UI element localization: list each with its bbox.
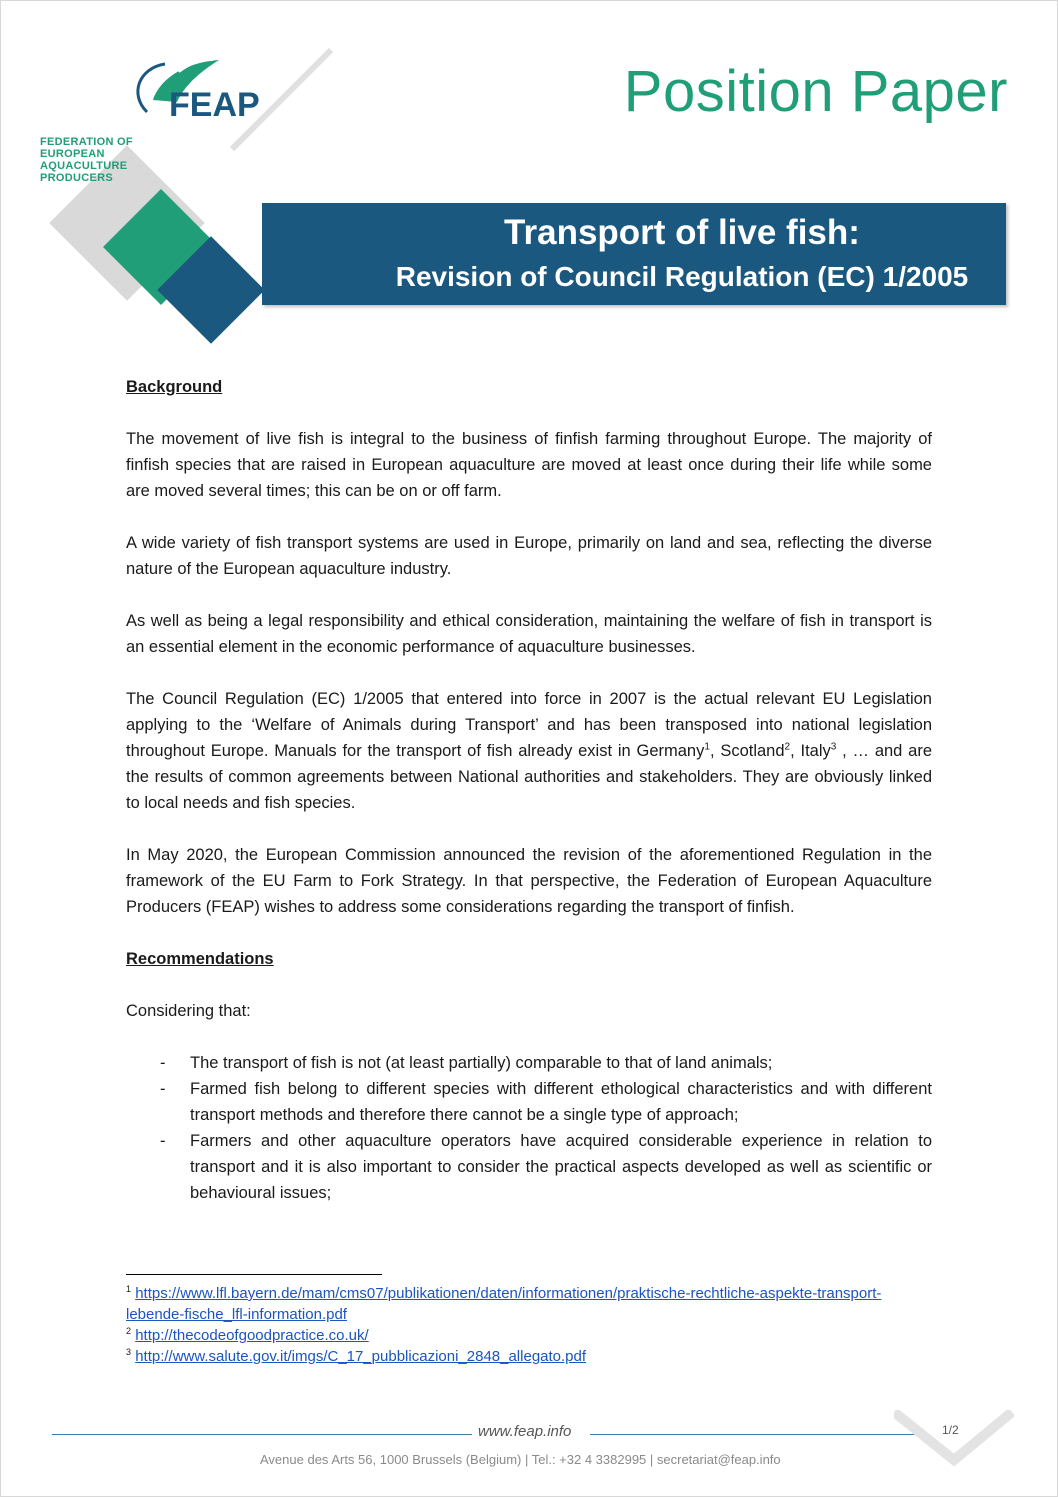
p4-text-c: , Italy xyxy=(790,742,831,760)
footnote-number: 2 xyxy=(126,1326,132,1336)
footnote-ref-3[interactable]: 3 xyxy=(830,741,837,753)
paragraph-3: As well as being a legal responsibility and ethical consideration, maintaining the welfare of fish in transport is an essential element in the economic performance of aquaculture businesses. xyxy=(126,612,932,656)
dash-bullet: - xyxy=(160,1132,166,1150)
list-item-text: Farmers and other aquaculture operators have acquired considerable experience in relation to transport and it is also important to consider the practical aspects developed as well as scientific or behavioural issues; xyxy=(190,1132,932,1202)
footnotes xyxy=(126,1283,932,1367)
footer-website-link[interactable]: www.feap.info xyxy=(478,1423,572,1440)
footer-chevron-icon xyxy=(894,1410,1014,1470)
dash-bullet: - xyxy=(160,1080,166,1098)
document-title: Transport of live fish: xyxy=(504,213,860,252)
footnote-link-3[interactable]: http://www.salute.gov.it/imgs/C_17_pubblicazioni_2848_allegato.pdf xyxy=(135,1348,587,1365)
footer-rule-left xyxy=(52,1434,472,1435)
logo-text-line: FEDERATION OF xyxy=(40,136,133,148)
list-item xyxy=(126,1050,932,1076)
footnote-ref-2[interactable]: 2 xyxy=(784,741,791,753)
doc-type-label: Position Paper xyxy=(623,59,1008,124)
page-number: 1/2 xyxy=(942,1423,959,1437)
list-item xyxy=(126,1128,932,1206)
background-heading: Background xyxy=(126,378,223,396)
p4-text-d: , … and are the results of common agreements between National authorities and stakeholders. They are obviously linked to local needs and fish species. xyxy=(126,742,932,812)
list-item-text: Farmed fish belong to different species with different ethological characteristics and with different transport methods and therefore there cannot be a single type of approach; xyxy=(190,1080,932,1124)
footer-rule-right xyxy=(590,1434,920,1435)
list-item xyxy=(126,1076,932,1128)
feap-fish-icon xyxy=(127,54,277,124)
document-subtitle: Revision of Council Regulation (EC) 1/2005 xyxy=(395,261,969,292)
logo-text-line: AQUACULTURE xyxy=(40,160,128,172)
p4-text-b: , Scotland xyxy=(709,742,785,760)
paragraph-4 xyxy=(126,686,932,816)
logo-text-line: EUROPEAN xyxy=(40,148,105,160)
footnote-2 xyxy=(126,1325,932,1346)
svg-text:FEAP: FEAP xyxy=(169,86,260,124)
footnote-3 xyxy=(126,1346,932,1367)
logo-text xyxy=(40,136,180,184)
footnote-number: 3 xyxy=(126,1347,132,1357)
document-body xyxy=(126,374,932,1206)
footnote-link-1[interactable]: https://www.lfl.bayern.de/mam/cms07/publikationen/daten/informationen/praktische-rechtliche-aspekte-transport-lebende-fische_lfl-information.pdf xyxy=(126,1285,882,1323)
footnote-ref-1[interactable]: 1 xyxy=(704,741,710,753)
p4-text-a: The Council Regulation (EC) 1/2005 that entered into force in 2007 is the actual relevant EU Legislation applying to the ‘Welfare of Animals during Transport’ and has been transposed into national legislation throughout Europe. Manuals for the transport of fish already exist in Germany xyxy=(126,690,932,760)
footnote-1 xyxy=(126,1283,932,1325)
footnote-number: 1 xyxy=(126,1284,132,1294)
footer-address: Avenue des Arts 56, 1000 Brussels (Belgium) | Tel.: +32 4 3382995 | secretariat@feap.info xyxy=(260,1452,781,1467)
recommendations-heading: Recommendations xyxy=(126,950,274,968)
paragraph-2: A wide variety of fish transport systems are used in Europe, primarily on land and sea, reflecting the diverse nature of the European aquaculture industry. xyxy=(126,534,932,578)
dash-bullet: - xyxy=(160,1054,166,1072)
title-band xyxy=(262,203,1006,305)
considering-intro: Considering that: xyxy=(126,1002,251,1020)
paragraph-1: The movement of live fish is integral to the business of finfish farming throughout Europe. The majority of finfish species that are raised in European aquaculture are moved at least once during their life while some are moved several times; this can be on or off farm. xyxy=(126,430,932,500)
footnote-separator xyxy=(126,1274,382,1275)
paragraph-5: In May 2020, the European Commission announced the revision of the aforementioned Regulation in the framework of the EU Farm to Fork Strategy. In that perspective, the Federation of European Aquaculture Producers (FEAP) wishes to address some considerations regarding the transport of finfish. xyxy=(126,846,932,916)
considerations-list xyxy=(126,1050,932,1206)
logo-text-line: PRODUCERS xyxy=(40,172,113,184)
footnote-link-2[interactable]: http://thecodeofgoodpractice.co.uk/ xyxy=(135,1327,369,1344)
list-item-text: The transport of fish is not (at least partially) comparable to that of land animals; xyxy=(190,1054,773,1072)
